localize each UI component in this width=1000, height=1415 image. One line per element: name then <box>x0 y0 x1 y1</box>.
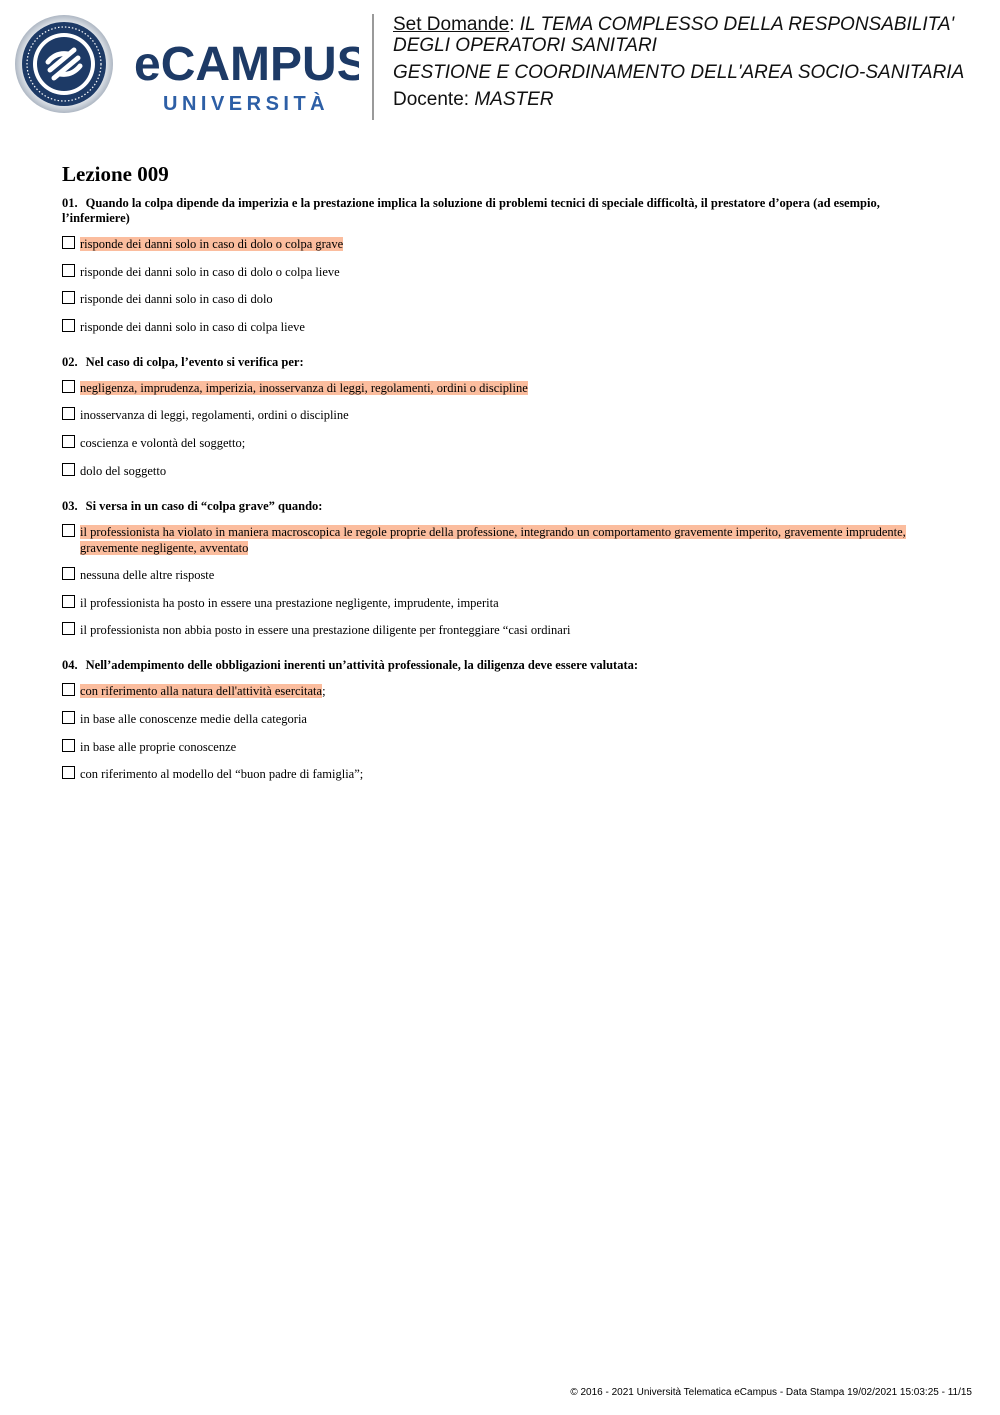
question-text <box>62 196 922 226</box>
answer-option[interactable] <box>62 567 922 583</box>
ecampus-seal-logo-icon <box>14 14 359 118</box>
question-list <box>62 196 922 802</box>
answer-text-suffix: ; <box>322 684 326 699</box>
answer-checkbox[interactable] <box>62 595 75 608</box>
ecampus-logo <box>14 14 359 118</box>
answer-checkbox[interactable] <box>62 435 75 448</box>
question-number: 04. <box>62 658 78 673</box>
answer-option[interactable] <box>62 595 922 611</box>
question-1 <box>62 196 922 335</box>
answer-option[interactable] <box>62 524 922 556</box>
answer-option[interactable] <box>62 683 922 699</box>
answer-text: con riferimento al modello del “buon padre di famiglia”; <box>80 767 364 782</box>
answer-checkbox[interactable] <box>62 711 75 724</box>
page-footer: © 2016 - 2021 Università Telematica eCampus - Data Stampa 19/02/2021 15:03:25 - 11/15 <box>570 1387 972 1398</box>
answer-text: in base alle proprie conoscenze <box>80 739 237 754</box>
answer-checkbox[interactable] <box>62 319 75 332</box>
set-title-line2: DEGLI OPERATORI SANITARI <box>393 35 657 56</box>
answer-option[interactable] <box>62 264 922 280</box>
answer-text: risponde dei danni solo in caso di colpa lieve <box>80 319 305 334</box>
answer-checkbox[interactable] <box>62 524 75 537</box>
question-text <box>62 355 922 370</box>
teacher-label: Docente: <box>393 89 475 110</box>
answer-checkbox[interactable] <box>62 407 75 420</box>
teacher-name: MASTER <box>474 89 554 110</box>
answer-checkbox[interactable] <box>62 291 75 304</box>
header-divider <box>372 14 374 120</box>
answer-option[interactable] <box>62 319 922 335</box>
answer-text: dolo del soggetto <box>80 463 167 478</box>
answer-text-highlighted: negligenza, imprudenza, imperizia, inosservanza di leggi, regolamenti, ordini o discipline <box>80 380 528 395</box>
answer-text: risponde dei danni solo in caso di dolo o colpa lieve <box>80 264 340 279</box>
set-title-line1: IL TEMA COMPLESSO DELLA RESPONSABILITA' <box>519 14 955 35</box>
question-prompt: Si versa in un caso di “colpa grave” quando: <box>85 498 323 513</box>
answer-text: nessuna delle altre risposte <box>80 568 215 583</box>
teacher-line <box>393 89 993 110</box>
question-prompt: Quando la colpa dipende da imperizia e la prestazione implica la soluzione di problemi tecnici di speciale difficoltà, il prestatore d’opera (ad esempio, l’infermiere) <box>62 196 880 225</box>
answer-text-highlighted: con riferimento alla natura dell'attività esercitata <box>80 684 323 699</box>
answer-option[interactable] <box>62 236 922 252</box>
answer-checkbox[interactable] <box>62 622 75 635</box>
answer-option[interactable] <box>62 407 922 423</box>
answer-option[interactable] <box>62 435 922 451</box>
answer-checkbox[interactable] <box>62 236 75 249</box>
set-label: Set Domande <box>393 14 510 35</box>
lesson-title: Lezione 009 <box>62 162 169 186</box>
question-number: 02. <box>62 354 78 369</box>
answer-checkbox[interactable] <box>62 264 75 277</box>
answer-option[interactable] <box>62 622 922 638</box>
answer-option[interactable] <box>62 711 922 727</box>
question-number: 03. <box>62 498 78 513</box>
question-text <box>62 499 922 514</box>
question-number: 01. <box>62 196 78 210</box>
answer-text: inosservanza di leggi, regolamenti, ordini o discipline <box>80 408 349 423</box>
course-title: GESTIONE E COORDINAMENTO DELL'AREA SOCIO-SANITARIA <box>393 62 965 83</box>
question-prompt: Nell’adempimento delle obbligazioni inerenti un’attività professionale, la diligenza deve essere valutata: <box>85 658 639 673</box>
question-3 <box>62 499 922 639</box>
answer-option[interactable] <box>62 380 922 396</box>
logo-wordmark: eCAMPUS <box>134 38 359 91</box>
answer-text: il professionista non abbia posto in essere una prestazione diligente per fronteggiare “casi ordinari <box>80 623 571 638</box>
answer-text-highlighted: risponde dei danni solo in caso di dolo o colpa grave <box>80 237 344 251</box>
answer-checkbox[interactable] <box>62 463 75 476</box>
question-text <box>62 658 922 673</box>
answer-option[interactable] <box>62 739 922 755</box>
question-prompt: Nel caso di colpa, l’evento si verifica per: <box>85 354 304 369</box>
header-info <box>393 14 993 110</box>
set-line <box>393 14 993 35</box>
answer-option[interactable] <box>62 291 922 307</box>
answer-checkbox[interactable] <box>62 380 75 393</box>
answer-text: il professionista ha posto in essere una prestazione negligente, imprudente, imperita <box>80 595 499 610</box>
answer-option[interactable] <box>62 766 922 782</box>
set-colon: : <box>509 14 520 35</box>
answer-checkbox[interactable] <box>62 739 75 752</box>
logo-subtitle: UNIVERSITÀ <box>163 93 330 115</box>
answer-checkbox[interactable] <box>62 567 75 580</box>
answer-checkbox[interactable] <box>62 766 75 779</box>
question-2 <box>62 355 922 479</box>
answer-text: coscienza e volontà del soggetto; <box>80 435 246 450</box>
answer-text: risponde dei danni solo in caso di dolo <box>80 292 273 307</box>
answer-text: in base alle conoscenze medie della categoria <box>80 711 307 726</box>
question-4 <box>62 658 922 782</box>
answer-text-highlighted: il professionista ha violato in maniera macroscopica le regole proprie della professione, integrando un comportamento gravemente imperito, gravemente imprudente, gravemente negligente, avventato <box>80 524 906 555</box>
answer-option[interactable] <box>62 463 922 479</box>
answer-checkbox[interactable] <box>62 683 75 696</box>
